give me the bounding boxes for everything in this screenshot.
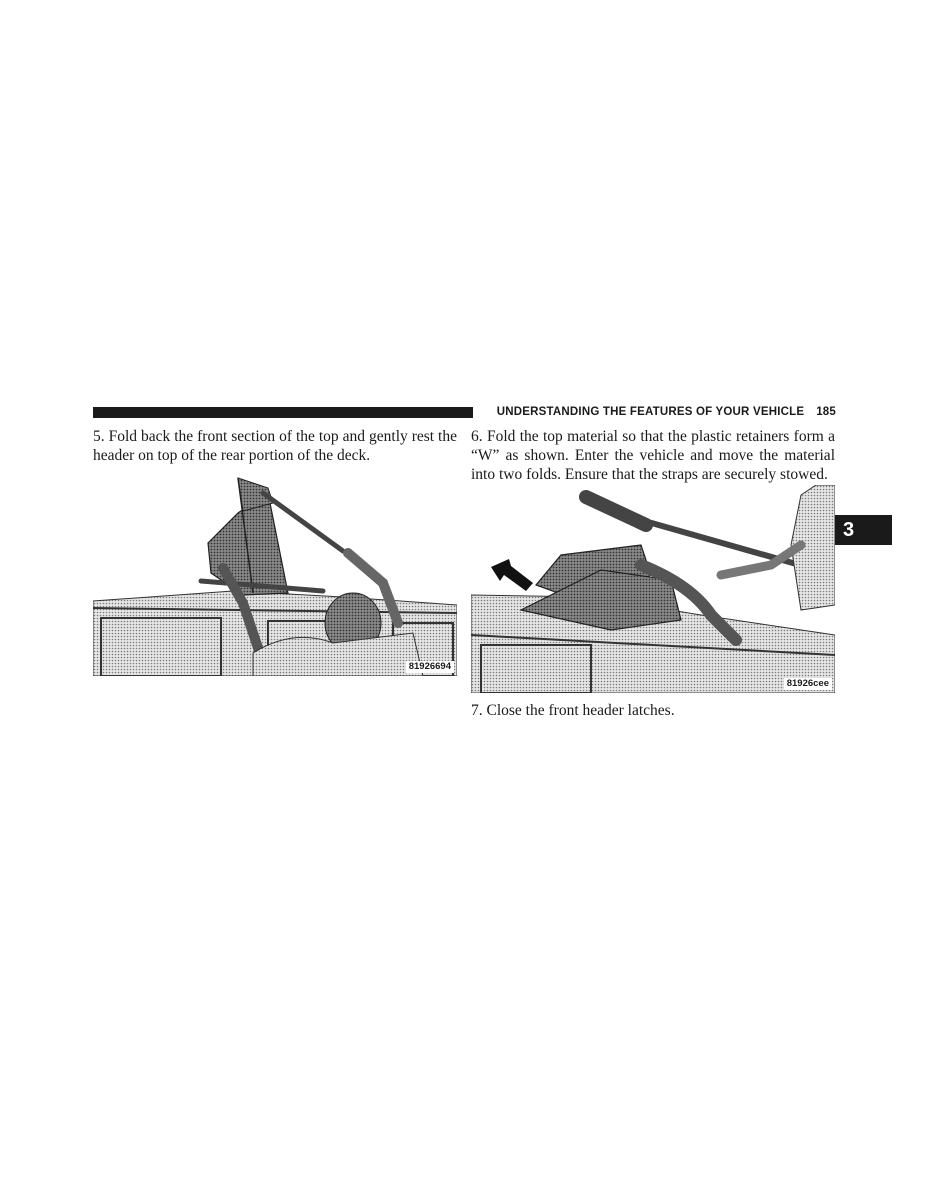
step-7-text: 7. Close the front header latches.: [471, 702, 675, 719]
section-title: UNDERSTANDING THE FEATURES OF YOUR VEHICLE: [496, 406, 805, 418]
step-6-text: 6. Fold the top material so that the plastic retainers form a “W” as shown. Enter the vehicle and move the material into two folds. Ensure that the straps are securely stowed.: [471, 428, 835, 483]
figure-1-illustration: [93, 473, 457, 676]
figure-w-fold-material: [471, 485, 835, 693]
chapter-number: 3: [843, 518, 855, 541]
page-number: 185: [816, 406, 836, 418]
figure-fold-front-section: [93, 473, 457, 676]
chapter-tab: [829, 515, 892, 545]
step-5-text: 5. Fold back the front section of the top and gently rest the header on top of the rear portion of the deck.: [93, 428, 457, 464]
figure-2-illustration: [471, 485, 835, 693]
figure-code: 81926694: [406, 661, 454, 673]
figure-code: 81926cee: [784, 678, 832, 690]
pointer-arrow: [491, 559, 533, 591]
running-head: [476, 404, 836, 420]
header-rule: [93, 407, 473, 418]
